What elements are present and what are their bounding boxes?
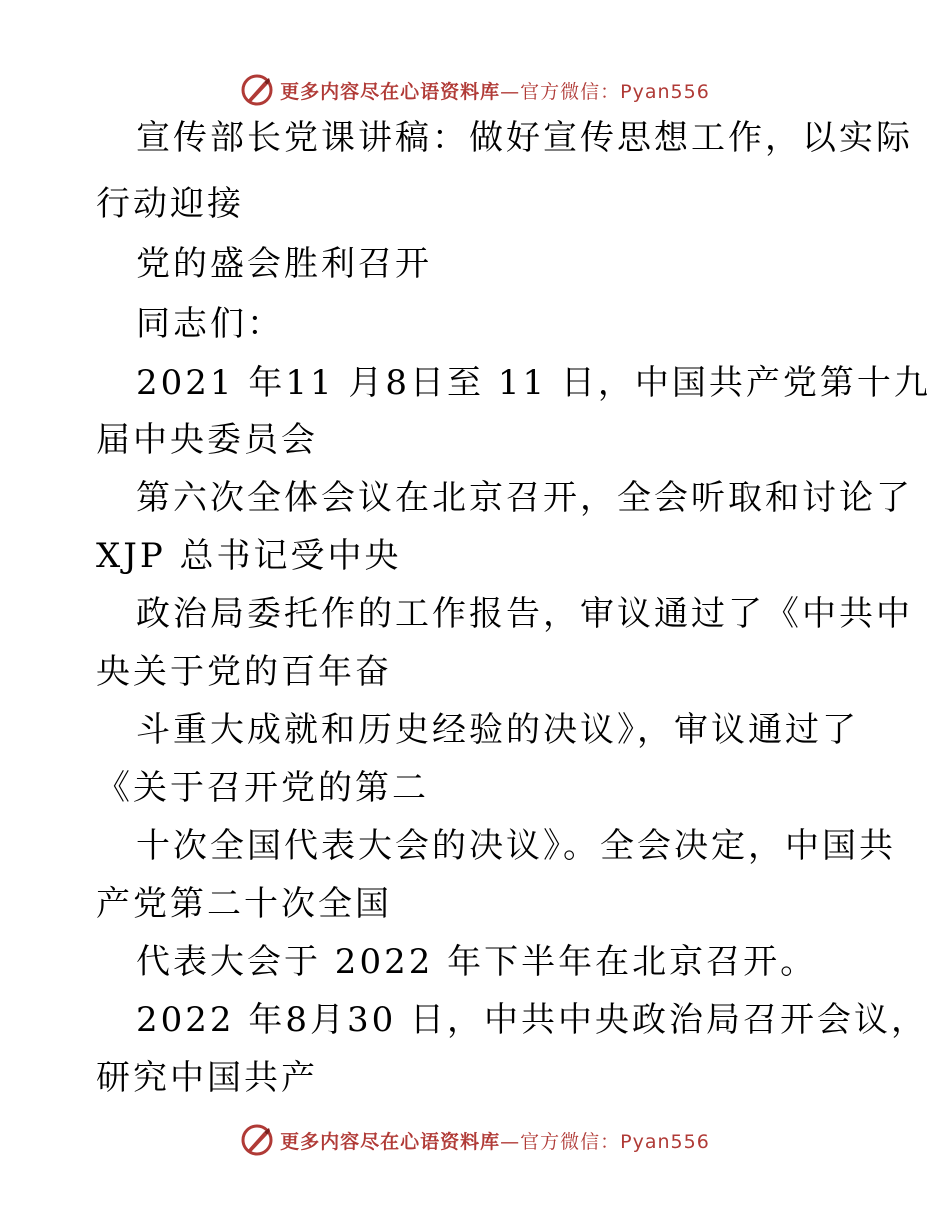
paragraph-line: 2022 年8月30 日，中共中央政治局召开会议，	[136, 1000, 929, 1040]
banner-site-text: 更多内容尽在心语资料库	[280, 1130, 501, 1153]
paragraph-line: XJP 总书记受中央	[96, 536, 402, 576]
banner-site-text: 更多内容尽在心语资料库	[280, 80, 501, 103]
quill-pen-logo-icon	[240, 73, 274, 107]
banner-dash: —	[500, 80, 521, 103]
paragraph-line: 第六次全体会议在北京召开，全会听取和讨论了	[136, 478, 913, 518]
paragraph-line: 产党第二十次全国	[96, 884, 392, 924]
banner-wechat-text: 官方微信：Pyan556	[520, 80, 710, 103]
paragraph-line: 2021 年11 月8日至 11 日，中国共产党第十九	[136, 363, 931, 403]
banner-text	[280, 1127, 710, 1154]
paragraph-line: 央关于党的百年奋	[96, 652, 392, 692]
paragraph-line: 十次全国代表大会的决议》。全会决定，中国共	[136, 826, 896, 866]
footer-banner	[0, 1120, 950, 1160]
document-title-line: 党的盛会胜利召开	[136, 244, 432, 284]
banner-text	[280, 77, 710, 104]
paragraph-line: 代表大会于 2022 年下半年在北京召开。	[136, 942, 818, 982]
paragraph-line: 斗重大成就和历史经验的决议》，审议通过了	[136, 710, 859, 750]
paragraph-line: 政治局委托作的工作报告，审议通过了《中共中	[136, 594, 913, 634]
header-banner	[0, 70, 950, 110]
paragraph-line: 届中央委员会	[96, 420, 318, 460]
quill-pen-logo-icon	[240, 1123, 274, 1157]
document-title-line: 行动迎接	[96, 184, 244, 224]
document-title-line: 宣传部长党课讲稿：做好宣传思想工作，以实际	[136, 118, 913, 158]
salutation-line: 同志们：	[136, 304, 284, 344]
banner-dash: —	[500, 1130, 521, 1153]
banner-wechat-text: 官方微信：Pyan556	[520, 1130, 710, 1153]
paragraph-line: 《关于召开党的第二	[96, 768, 429, 808]
paragraph-line: 研究中国共产	[96, 1058, 318, 1098]
